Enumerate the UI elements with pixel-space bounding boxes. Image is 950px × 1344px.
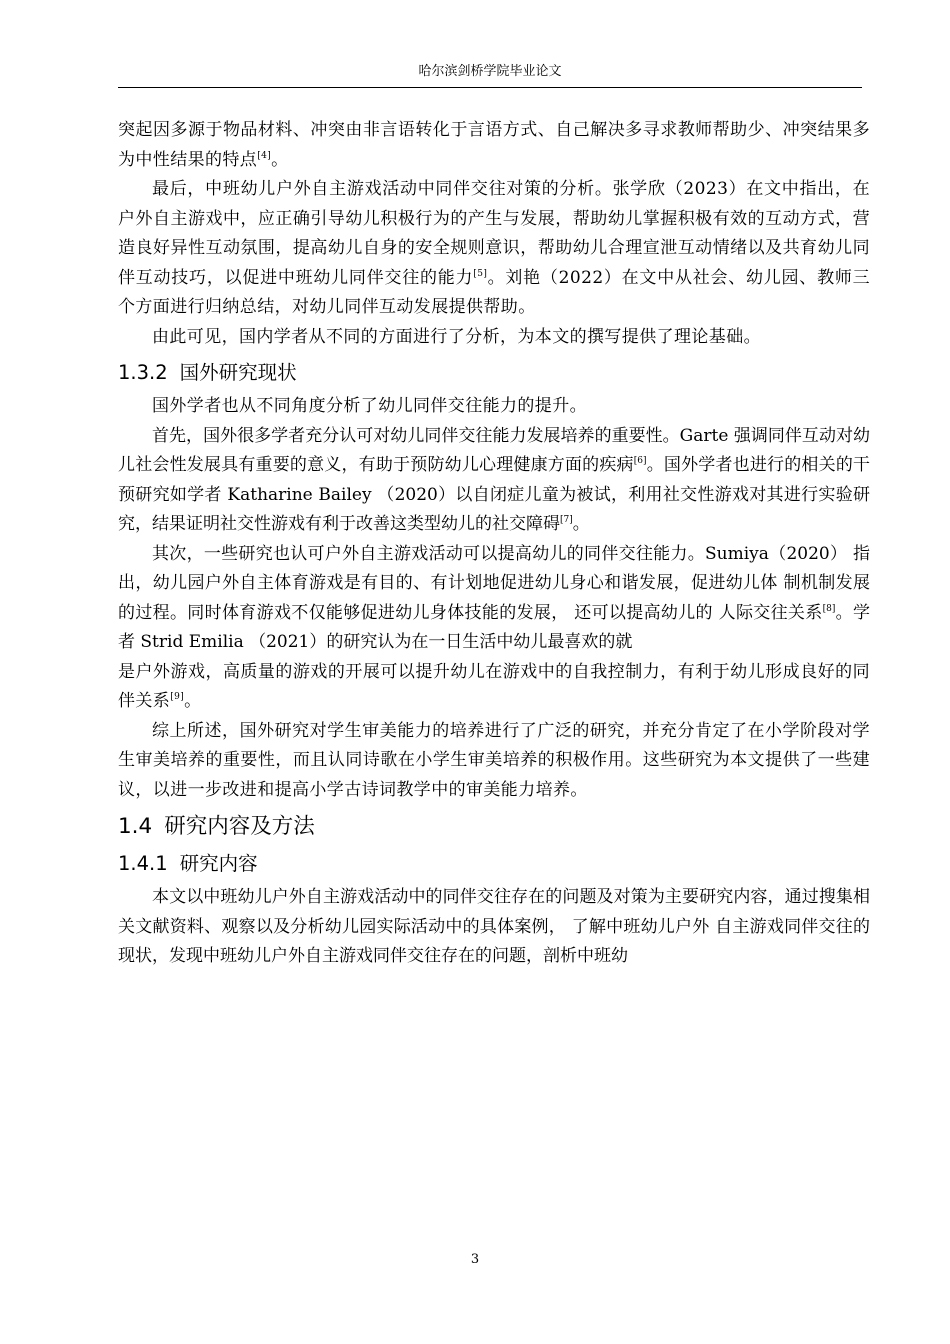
section-heading-1-4 [118,811,870,843]
paragraph-domestic-summary: 由此可见，国内学者从不同的方面进行了分析，为本文的撰写提供了理论基础。 [152,326,761,347]
citation-ref: [5] [473,268,488,279]
paragraph-tail: 。 [572,514,590,534]
paragraph-tail: 。 [184,691,202,711]
running-header: 哈尔滨剑桥学院毕业论文 [418,64,562,79]
paragraph-conflict-features [118,116,870,175]
section-number: 1.4 [118,814,153,839]
paragraph-foreign-intro: 国外学者也从不同角度分析了幼儿同伴交往能力的提升。 [152,396,587,416]
section-title: 研究内容及方法 [164,814,315,839]
paragraph-text: 最后，中班幼儿户外自主游戏活动中同伴交往对策的分析。张学欣（2023）在文中指出，在户外自主游戏中，应正确引导幼儿积极行为的产生与发展，帮助幼儿掌握积极有效的互动方式，营造良好异性互动氛围，提高幼儿自身的安全规则意识，帮助幼儿合理宣泄互动情绪以及共育幼儿同伴互动技巧，以促进中班幼儿同伴交往的能力 [118,179,870,288]
page-number: 3 [470,1252,480,1267]
citation-ref: [7] [560,515,573,525]
citation-ref: [4] [257,150,272,161]
section-heading-1-3-2 [118,358,870,388]
section-number: 1.3.2 [118,361,168,384]
paragraph-text: 。刘艳（2022）在文中从社会、幼儿园、教师三个方面进行归纳总结，对幼儿同伴互动发展提供帮助。 [118,267,871,317]
paragraph-text: 。国外学者也进行的相关的干预研究如学者 Katharine Bailey （2020）以自闭症儿童为被试，利用社交性游戏对其进行实验研究，结果证明社交性游戏有利于改善这类型幼儿的社交障碍 [118,455,871,534]
paragraph-tail: 。 [271,149,289,170]
paragraph-foreign-summary: 综上所述，国外研究对学生审美能力的培养进行了广泛的研究，并充分肯定了在小学阶段对学生审美培养的重要性，而且认同诗歌在小学生审美培养的积极作用。这些研究为本文提供了一些建议，以进一步改进和提高小学古诗词教学中的审美能力培养。 [118,720,870,800]
paragraph-foreign-second-cont [118,658,870,717]
section-title: 研究内容 [179,852,258,875]
section-title: 国外研究现状 [179,361,297,384]
paragraph-foreign-second [118,540,870,658]
paragraph-research-content: 本文以中班幼儿户外自主游戏活动中的同伴交往存在的问题及对策为主要研究内容，通过搜集相关文献资料、观察以及分析幼儿园实际活动中的具体案例， 了解中班幼儿户外 自主游戏同伴交往的现状，发现中班幼儿户外自主游戏同伴交往存在的问题，剖析中班幼 [118,887,870,966]
paragraph-strategy-analysis [118,175,870,323]
page-body [118,116,870,972]
section-heading-1-4-1 [118,849,870,879]
header-rule [118,87,862,88]
section-number: 1.4.1 [118,852,168,875]
paragraph-text: 其次，一些研究也认可户外自主游戏活动可以提高幼儿的同伴交往能力。Sumiya（2020） 指出，幼儿园户外自主体育游戏是有目的、有计划地促进幼儿身心和谐发展，促进幼儿体 制机制发展的过程。同时体育游戏不仅能够促进幼儿身体技能的发展， 还可以提高幼儿的 人际交往关系 [118,543,870,623]
paragraph-text: 。学者 Strid Emilia （2021）的研究认为在一日生活中幼儿最喜欢的就 [118,602,870,652]
citation-ref: [9] [170,692,185,702]
paragraph-text: 是户外游戏，高质量的游戏的开展可以提升幼儿在游戏中的自我控制力，有利于幼儿形成良好的同伴关系 [118,661,870,711]
citation-ref: [6] [633,456,647,466]
paragraph-text: 突起因多源于物品材料、冲突由非言语转化于言语方式、自己解决多寻求教师帮助少、冲突结果多为中性结果的特点 [118,120,870,170]
citation-ref: [8] [822,603,836,614]
paragraph-foreign-first [118,422,870,540]
paragraph-text: 首先，国外很多学者充分认可对幼儿同伴交往能力发展培养的重要性。Garte 强调同伴互动对幼儿社会性发展具有重要的意义，有助于预防幼儿心理健康方面的疾病 [118,425,870,475]
